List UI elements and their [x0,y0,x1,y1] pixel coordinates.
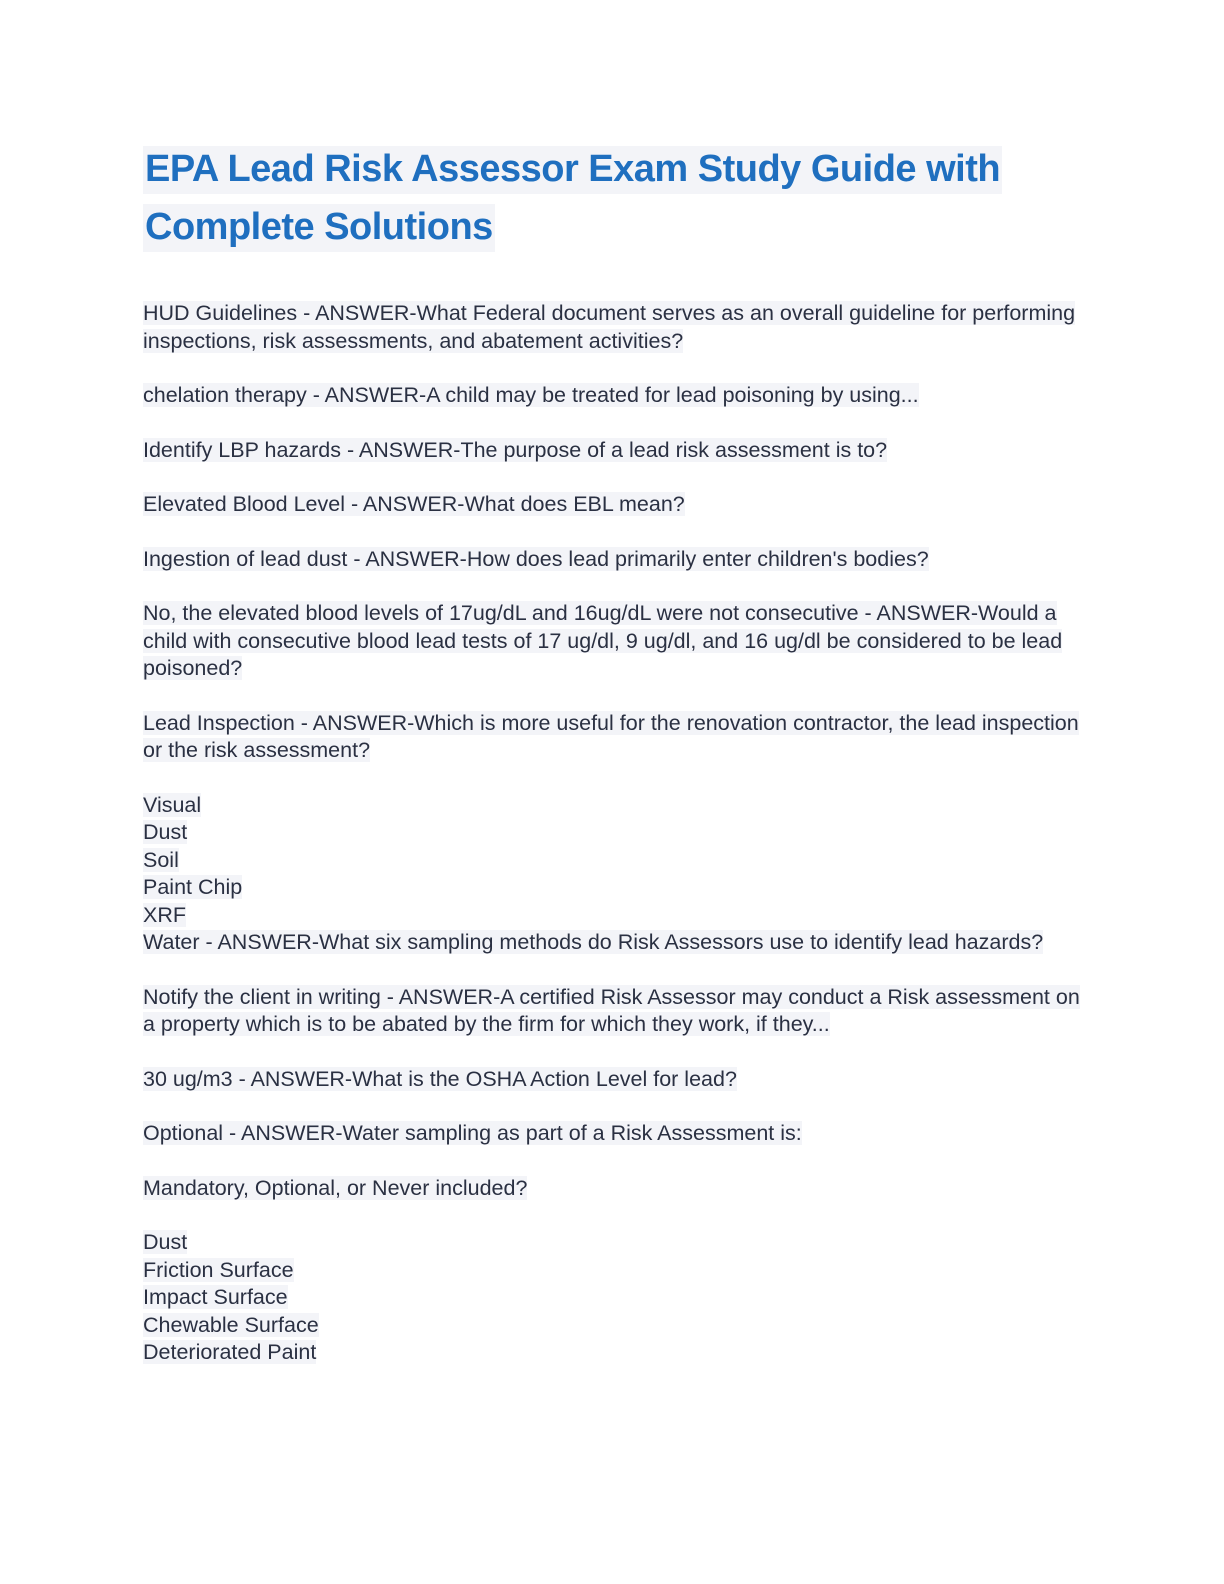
answer-line [143,1284,1083,1312]
qa-entry-text: chelation therapy - ANSWER-A child may be treated for lead poisoning by using... [143,383,919,407]
qa-entry-7 [143,710,1083,765]
qa-list [143,300,1083,1394]
qa-entry-8 [143,792,1083,957]
answer-line-text: Soil [143,847,179,872]
qa-entry-2 [143,382,1083,410]
qa-entry-text: Water - ANSWER-What six sampling methods do Risk Assessors use to identify lead hazards? [143,930,1044,954]
answer-line-text: Dust [143,1230,188,1254]
answer-line-text: Deteriorated Paint [143,1340,317,1364]
qa-entry-text: Optional - ANSWER-Water sampling as part of a Risk Assessment is: [143,1121,802,1145]
answer-line [143,792,1083,820]
answer-line [143,1312,1083,1340]
qa-entry-3 [143,437,1083,465]
qa-entry-11 [143,1120,1083,1148]
page-title [143,140,1043,256]
qa-entry-text: No, the elevated blood levels of 17ug/dL and 16ug/dL were not consecutive - ANSWER-Would a child with consecutive blood lead tests of 17 ug/dl, 9 ug/dl, and 16 ug/dl be considered to be lead poisoned? [143,601,1063,680]
answer-line [143,874,1083,902]
qa-entry-5 [143,546,1083,574]
qa-entry-text: Lead Inspection - ANSWER-Which is more useful for the renovation contractor, the lead inspection or the risk assessment? [143,710,1079,762]
qa-entry-text: Ingestion of lead dust - ANSWER-How does lead primarily enter children's bodies? [143,546,929,571]
page-title-text: EPA Lead Risk Assessor Exam Study Guide with Complete Solutions [143,146,1002,252]
answer-line [143,902,1083,930]
answer-line-text: Chewable Surface [143,1312,319,1337]
answer-line [143,847,1083,875]
qa-entry-10 [143,1066,1083,1094]
answer-line [143,1257,1083,1285]
qa-entry-text: Identify LBP hazards - ANSWER-The purpose of a lead risk assessment is to? [143,437,888,462]
qa-entry-1 [143,300,1083,355]
qa-entry-12 [143,1175,1083,1203]
qa-entry-text: Elevated Blood Level - ANSWER-What does EBL mean? [143,492,685,516]
qa-entry-6 [143,600,1083,683]
qa-entry-text: HUD Guidelines - ANSWER-What Federal document serves as an overall guideline for performing inspections, risk assessments, and abatement activities? [143,301,1076,353]
answer-line [143,1339,1083,1367]
answer-line-text: Visual [143,792,202,817]
qa-entry-9 [143,984,1083,1039]
answer-line-text: Impact Surface [143,1285,288,1309]
answer-line [143,1229,1083,1257]
answer-line-text: XRF [143,902,186,927]
answer-line-text: Friction Surface [143,1257,294,1282]
answer-line [143,819,1083,847]
answer-line-text: Dust [143,820,188,844]
qa-entry-4 [143,491,1083,519]
qa-entry-13 [143,1229,1083,1367]
qa-entry-text: Mandatory, Optional, or Never included? [143,1175,528,1200]
answer-line-text: Paint Chip [143,875,243,899]
qa-entry-text: 30 ug/m3 - ANSWER-What is the OSHA Action Level for lead? [143,1066,737,1091]
qa-entry-text: Notify the client in writing - ANSWER-A certified Risk Assessor may conduct a Risk assessment on a property which is to be abated by the firm for which they work, if they... [143,984,1080,1036]
